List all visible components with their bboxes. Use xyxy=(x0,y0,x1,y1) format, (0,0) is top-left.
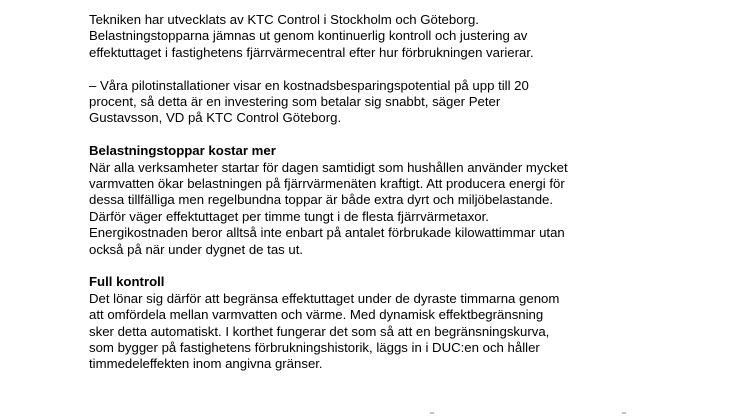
text-line: också på när under dygnet de tas ut. xyxy=(89,241,304,257)
text-line: Därför väger effektuttaget per timme tungt i de flesta fjärrvärmetaxor. xyxy=(89,208,489,224)
cropped-glyph-fragment xyxy=(430,412,434,414)
text-line: Det lönar sig därför att begränsa effektuttaget under de dyraste timmarna genom xyxy=(89,290,560,306)
text-line: sker detta automatiskt. I korthet fungerar det som så att en begränsningskurva, xyxy=(89,323,550,339)
section-heading: Full kontroll xyxy=(89,274,165,290)
text-line: varmvatten ökar belastningen på fjärrvärmenäten kraftigt. Att producera energi för xyxy=(89,176,565,192)
cropped-glyph-fragment xyxy=(622,412,626,414)
text-line: Belastningstopparna jämnas ut genom kontinuerlig kontroll och justering av xyxy=(89,28,528,44)
text-line: som bygger på fastighetens förbrukningshistorik, läggs in i DUC:en och håller xyxy=(89,340,540,356)
text-line: att omfördela mellan varmvatten och värme. Med dynamisk effektbegränsning xyxy=(89,307,544,323)
paragraph-intro xyxy=(89,12,679,61)
text-line: När alla verksamheter startar för dagen samtidigt som hushållen använder mycket xyxy=(89,159,568,175)
text-line: dessa tillfälliga men regelbundna toppar är både extra dyrt och miljöbelastande. xyxy=(89,192,554,208)
section-heading: Belastningstoppar kostar mer xyxy=(89,143,276,159)
text-line: timmedeleffekten inom angivna gränser. xyxy=(89,356,323,372)
text-line: effektuttaget i fastighetens fjärrvärmecentral efter hur förbrukningen varierar. xyxy=(89,44,534,60)
cropped-next-line xyxy=(0,412,746,419)
article-body xyxy=(89,12,679,389)
text-line: procent, så detta är en investering som betalar sig snabbt, säger Peter xyxy=(89,94,501,110)
section-full-kontroll xyxy=(89,274,679,372)
paragraph-quote xyxy=(89,78,679,127)
section-belastningstoppar xyxy=(89,143,679,258)
text-line: Energikostnaden beror alltså inte enbart på antalet förbrukade kilowattimmar utan xyxy=(89,225,565,241)
text-line: – Våra pilotinstallationer visar en kostnadsbesparingspotential på upp till 20 xyxy=(89,77,529,93)
text-line: Gustavsson, VD på KTC Control Göteborg. xyxy=(89,110,342,126)
text-line: Tekniken har utvecklats av KTC Control i Stockholm och Göteborg. xyxy=(89,12,479,27)
